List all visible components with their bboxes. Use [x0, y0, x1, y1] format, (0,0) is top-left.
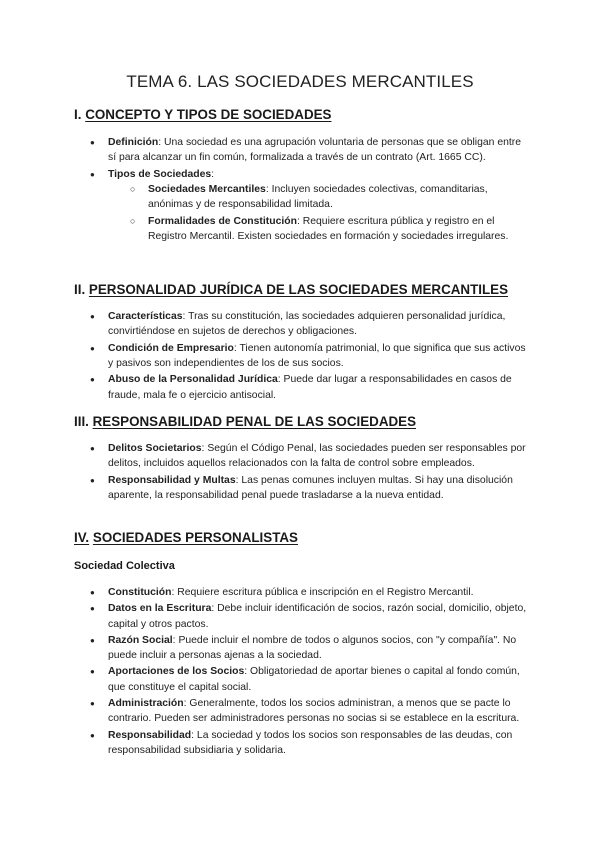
section-number: I. — [74, 107, 82, 122]
subheading-sociedad-colectiva: Sociedad Colectiva — [74, 560, 175, 572]
list-item: ● Tipos de Sociedades: ○ Sociedades Mercantiles: Incluyen sociedades colectivas, comanditarias, anónimas y de responsabilidad limitada. ○ Formalidades de Constitución: Requiere escritura pública y registro en el Registro Mercantil. Existen sociedades en formación y sociedades irregulares. — [90, 167, 530, 245]
section-heading-4 — [74, 530, 298, 545]
section-heading-3 — [74, 414, 416, 429]
section-number: III. — [74, 414, 89, 429]
section-number: IV. — [74, 530, 90, 545]
document-title: TEMA 6. LAS SOCIEDADES MERCANTILES — [126, 72, 474, 91]
section-number: II. — [74, 282, 86, 297]
list-item: ● Responsabilidad: La sociedad y todos los socios son responsables de las deudas, con responsabilidad subsidiaria y solidaria. — [90, 728, 530, 759]
section-title: PERSONALIDAD JURÍDICA DE LAS SOCIEDADES MERCANTILES — [88, 282, 509, 297]
section-heading-1 — [74, 107, 331, 122]
list-item: ● Constitución: Requiere escritura pública e inscripción en el Registro Mercantil. — [90, 585, 530, 600]
list-item: ● Aportaciones de los Socios: Obligatoriedad de aportar bienes o capital al fondo común, que constituye el capital social. — [90, 664, 530, 695]
sub-list-item: ○ Formalidades de Constitución: Requiere escritura pública y registro en el Registro Mercantil. Existen sociedades en formación y sociedades irregulares. — [130, 214, 528, 245]
sub-list-item: ○ Sociedades Mercantiles: Incluyen sociedades colectivas, comanditarias, anónimas y de responsabilidad limitada. — [130, 182, 528, 213]
section-2-list — [90, 309, 530, 404]
section-title: CONCEPTO Y TIPOS DE SOCIEDADES — [85, 107, 332, 122]
list-item: ● Razón Social: Puede incluir el nombre de todos o algunos socios, con "y compañía". No puede incluir a personas ajenas a la sociedad. — [90, 633, 530, 664]
list-item: ● Responsabilidad y Multas: Las penas comunes incluyen multas. Si hay una disolución aparente, la responsabilidad penal puede trasladarse a la nueva entidad. — [90, 473, 530, 504]
list-item: ● Datos en la Escritura: Debe incluir identificación de socios, razón social, domicilio, objeto, capital y otros pactos. — [90, 601, 530, 632]
list-item: ● Delitos Societarios: Según el Código Penal, las sociedades pueden ser responsables por delitos, incluidos aquellos relacionados con la falta de control sobre empleados. — [90, 441, 530, 472]
list-item: ● Características: Tras su constitución, las sociedades adquieren personalidad jurídica, convirtiéndose en sujetos de derechos y obligaciones. — [90, 309, 530, 340]
section-title: SOCIEDADES PERSONALISTAS — [92, 530, 298, 545]
list-item: ● Condición de Empresario: Tienen autonomía patrimonial, lo que significa que sus activos y pasivos son independientes de los de sus socios. — [90, 341, 530, 372]
list-item: ● Definición: Una sociedad es una agrupación voluntaria de personas que se obligan entre sí para alcanzar un fin común, formalizada a través de un contrato (Art. 1665 CC). — [90, 135, 530, 166]
list-item: ● Administración: Generalmente, todos los socios administran, a menos que se pacte lo contrario. Pueden ser administradores personas no socias si se establece en la escritura. — [90, 696, 530, 727]
section-heading-2 — [74, 282, 508, 297]
section-title: RESPONSABILIDAD PENAL DE LAS SOCIEDADES — [92, 414, 417, 429]
sub-list — [130, 182, 528, 244]
section-4-list — [90, 585, 530, 759]
section-3-list — [90, 441, 530, 504]
section-1-list — [90, 135, 530, 245]
list-item: ● Abuso de la Personalidad Jurídica: Puede dar lugar a responsabilidades en casos de fraude, mala fe o ejercicio antisocial. — [90, 372, 530, 403]
